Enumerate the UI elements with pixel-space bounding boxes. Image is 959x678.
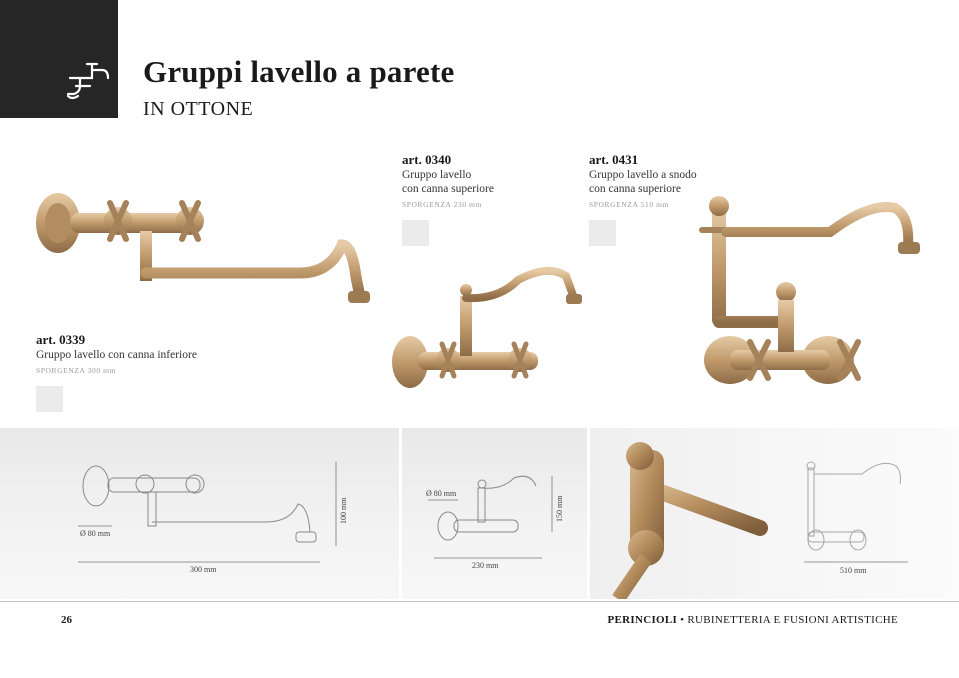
product-description-line-1: Gruppo lavello xyxy=(402,169,472,181)
product-code: art. 0339 xyxy=(36,332,86,347)
product-description-line-1: Gruppo lavello a snodo xyxy=(589,169,697,181)
finish-swatch[interactable] xyxy=(36,386,63,412)
product-0340 xyxy=(402,153,582,246)
technical-drawing-0339 xyxy=(0,428,399,599)
product-spec: SPORGENZA 300 mm xyxy=(36,366,117,375)
height-label: 150 mm xyxy=(555,495,564,522)
page-subtitle: IN OTTONE xyxy=(143,98,254,120)
page-title: Gruppi lavello a parete xyxy=(143,54,455,89)
faucet-0339-image xyxy=(30,185,375,315)
diameter-label: Ø 80 mm xyxy=(426,489,457,498)
product-description-line-2: con canna superiore xyxy=(589,183,681,195)
faucet-0340-image xyxy=(388,262,588,394)
height-label: 100 mm xyxy=(339,497,348,524)
brand-separator: • xyxy=(680,614,685,626)
product-0339 xyxy=(36,333,296,412)
width-label: 300 mm xyxy=(190,565,217,574)
faucet-icon xyxy=(62,56,114,104)
width-label: 230 mm xyxy=(472,561,499,570)
product-code: art. 0340 xyxy=(402,152,452,167)
product-description-line-2: con canna superiore xyxy=(402,183,494,195)
technical-drawing-0340 xyxy=(402,428,587,599)
finish-swatch[interactable] xyxy=(589,220,616,246)
drawing-0431 xyxy=(590,428,959,599)
drawing-0339 xyxy=(0,428,399,599)
product-description: Gruppo lavello con canna inferiore xyxy=(36,349,197,361)
brand-tagline: RUBINETTERIA E FUSIONI ARTISTICHE xyxy=(687,614,898,626)
page-number: 26 xyxy=(61,614,72,626)
product-spec: SPORGENZA 510 mm xyxy=(589,200,670,209)
brand-name: PERINCIOLI xyxy=(607,614,678,626)
width-label: 510 mm xyxy=(840,566,867,575)
faucet-0431-image xyxy=(690,192,930,392)
header-corner-block xyxy=(0,0,118,118)
footer-divider xyxy=(0,601,959,602)
finish-swatch[interactable] xyxy=(402,220,429,246)
product-spec: SPORGENZA 230 mm xyxy=(402,200,483,209)
drawing-0340 xyxy=(402,428,587,599)
diameter-label: Ø 80 mm xyxy=(80,529,111,538)
technical-drawing-0431 xyxy=(590,428,959,599)
product-code: art. 0431 xyxy=(589,152,639,167)
footer-brand-line xyxy=(607,614,898,626)
